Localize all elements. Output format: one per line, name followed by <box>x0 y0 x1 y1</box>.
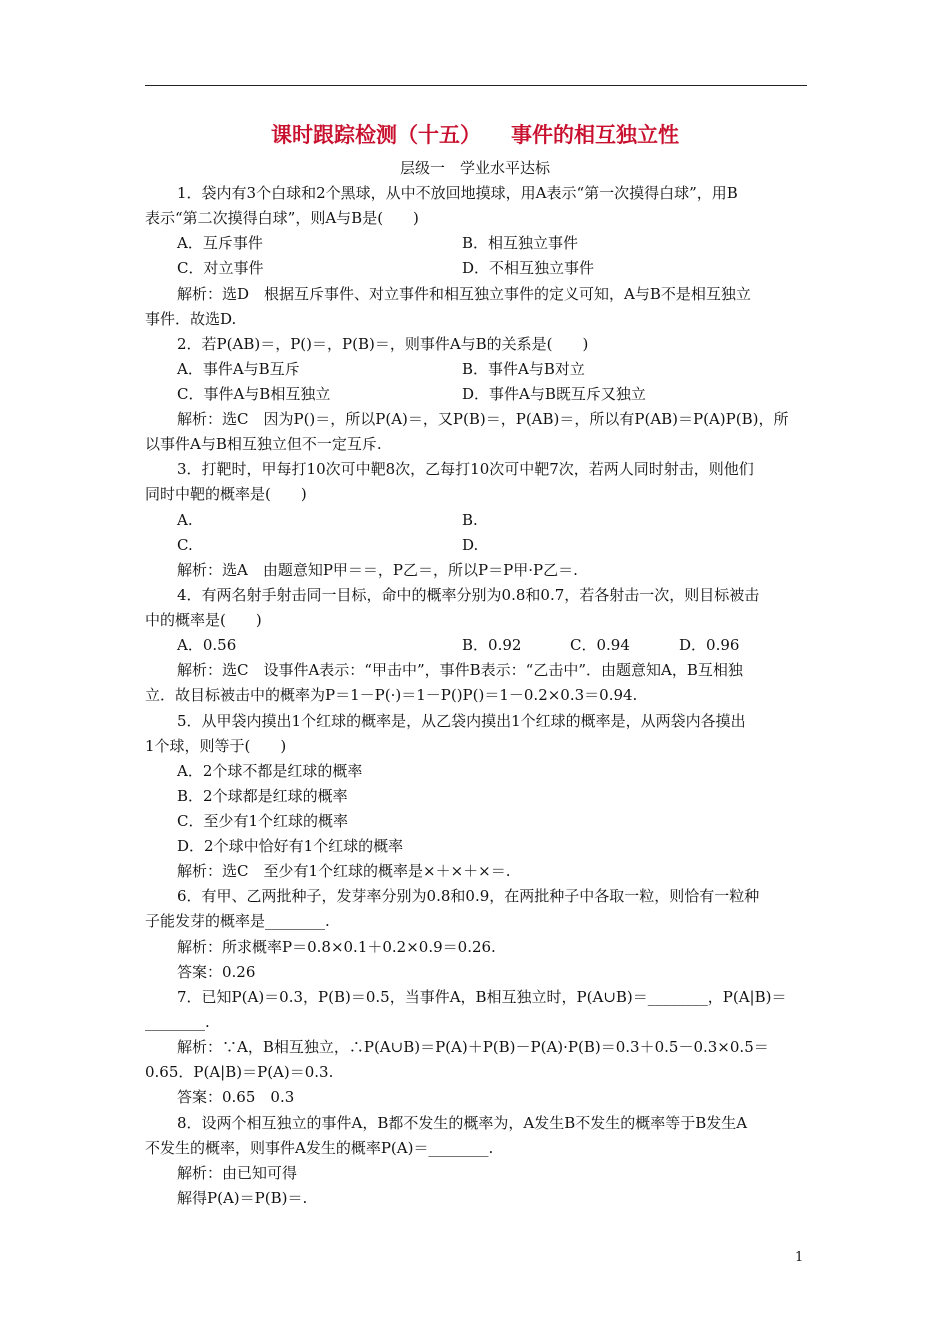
q8-line1: 8．设两个相互独立的事件A，B都不发生的概率为，A发生B不发生的概率等于B发生A <box>177 1114 748 1132</box>
q4-option-c: C．0.94 <box>570 636 630 654</box>
q2-solution-line2: 以事件A与B相互独立但不一定互斥. <box>145 435 382 453</box>
q7-line2: ________. <box>145 1013 210 1031</box>
q6-solution-line1: 解析：所求概率P＝0.8×0.1＋0.2×0.9＝0.26. <box>177 938 496 956</box>
q5-option-b: B．2个球都是红球的概率 <box>177 787 348 805</box>
q1-option-d: D．不相互独立事件 <box>462 259 595 277</box>
q2-option-d: D．事件A与B既互斥又独立 <box>462 385 646 403</box>
q1-solution-line2: 事件．故选D. <box>145 310 237 328</box>
q6-line1: 6．有甲、乙两批种子，发芽率分别为0.8和0.9，在两批种子中各取一粒，则恰有一粒种 <box>177 887 760 905</box>
q2-line1: 2．若P(AB)＝，P()＝，P(B)＝，则事件A与B的关系是( ) <box>177 335 589 353</box>
q7-answer: 答案：0.65 0.3 <box>177 1088 295 1106</box>
q5-solution-line1: 解析：选C 至少有1个红球的概率是×＋×＋×＝. <box>177 862 511 880</box>
q4-solution-line2: 立．故目标被击中的概率为P＝1－P(·)＝1－P()P()＝1－0.2×0.3＝0.94. <box>145 686 638 704</box>
q3-line2: 同时中靶的概率是( ) <box>145 485 307 503</box>
q8-solution-line2: 解得P(A)＝P(B)＝. <box>177 1189 308 1207</box>
q4-line2: 中的概率是( ) <box>145 611 262 629</box>
q5-line2: 1个球，则等于( ) <box>145 737 287 755</box>
q1-option-b: B．相互独立事件 <box>462 234 579 252</box>
q6-answer: 答案：0.26 <box>177 963 256 981</box>
q7-line1: 7．已知P(A)＝0.3，P(B)＝0.5，当事件A，B相互独立时，P(A∪B)＝________，P(A|B)＝ <box>177 988 787 1006</box>
q3-option-a: A. <box>177 511 193 529</box>
q5-line1: 5．从甲袋内摸出1个红球的概率是，从乙袋内摸出1个红球的概率是，从两袋内各摸出 <box>177 712 746 730</box>
q1-option-a: A．互斥事件 <box>177 234 263 252</box>
q1-line1: 1．袋内有3个白球和2个黑球，从中不放回地摸球，用A表示“第一次摸得白球”，用B <box>177 184 738 202</box>
q4-option-a: A．0.56 <box>177 636 237 654</box>
q3-solution-line1: 解析：选A 由题意知P甲＝＝，P乙＝，所以P＝P甲·P乙＝. <box>177 561 578 579</box>
q8-solution-line1: 解析：由已知可得 <box>177 1164 298 1182</box>
q3-option-b: B. <box>462 511 478 529</box>
title-part2: 事件的相互独立性 <box>511 123 679 147</box>
q1-solution-line1: 解析：选D 根据互斥事件、对立事件和相互独立事件的定义可知，A与B不是相互独立 <box>177 285 751 303</box>
q8-line2: 不发生的概率，则事件A发生的概率P(A)＝________. <box>145 1139 494 1157</box>
q2-option-c: C．事件A与B相互独立 <box>177 385 331 403</box>
q7-solution-line1: 解析：∵A，B相互独立，∴P(A∪B)＝P(A)＋P(B)－P(A)·P(B)＝0.3＋0.5－0.3×0.5＝ <box>177 1038 769 1056</box>
q3-line1: 3．打靶时，甲每打10次可中靶8次，乙每打10次可中靶7次，若两人同时射击，则他们 <box>177 460 754 478</box>
q1-line2: 表示“第二次摸得白球”，则A与B是( ) <box>145 209 419 227</box>
header-rule <box>145 85 807 86</box>
q4-option-b: B．0.92 <box>462 636 522 654</box>
q5-option-c: C．至少有1个红球的概率 <box>177 812 349 830</box>
q5-option-d: D．2个球中恰好有1个红球的概率 <box>177 837 404 855</box>
page-number: 1 <box>795 1250 804 1265</box>
q7-solution-line2: 0.65．P(A|B)＝P(A)＝0.3. <box>145 1063 334 1081</box>
q3-option-c: C. <box>177 536 193 554</box>
q1-option-c: C．对立事件 <box>177 259 264 277</box>
q3-option-d: D. <box>462 536 479 554</box>
q2-option-a: A．事件A与B互斥 <box>177 360 300 378</box>
page-title <box>0 122 950 148</box>
q5-option-a: A．2个球不都是红球的概率 <box>177 762 363 780</box>
q4-option-d: D．0.96 <box>679 636 740 654</box>
title-part1: 课时跟踪检测（十五） <box>271 123 481 147</box>
q4-line1: 4．有两名射手射击同一目标，命中的概率分别为0.8和0.7，若各射击一次，则目标被击 <box>177 586 760 604</box>
q2-option-b: B．事件A与B对立 <box>462 360 585 378</box>
q6-line2: 子能发芽的概率是________. <box>145 912 330 930</box>
section-heading: 层级一 学业水平达标 <box>399 159 550 177</box>
q4-solution-line1: 解析：选C 设事件A表示：“甲击中”，事件B表示：“乙击中”．由题意知A，B互相独 <box>177 661 743 679</box>
q2-solution-line1: 解析：选C 因为P()＝，所以P(A)＝，又P(B)＝，P(AB)＝，所以有P(AB)＝P(A)P(B)，所 <box>177 410 789 428</box>
